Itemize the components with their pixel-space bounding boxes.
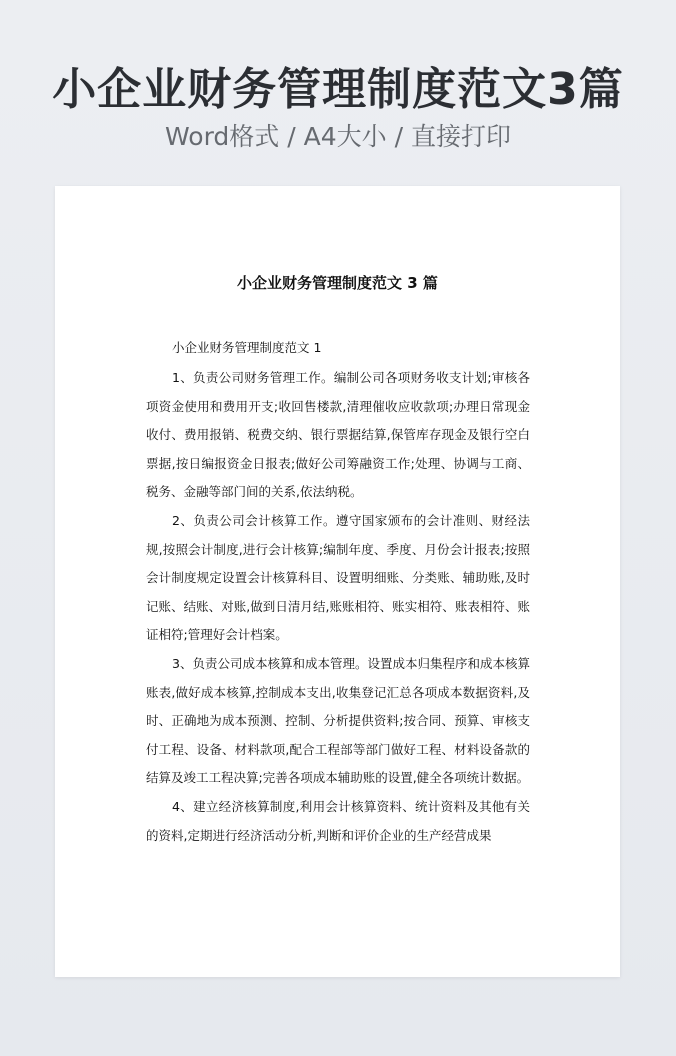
- document-page: [55, 186, 620, 977]
- banner-subtitle: Word格式 / A4大小 / 直接打印: [165, 122, 511, 151]
- paragraph-2: 2、负责公司会计核算工作。遵守国家颁布的会计准则、财经法规,按照会计制度,进行会计核算;编制年度、季度、月份会计报表;按照会计制度规定设置会计核算科目、设置明细账、分类账、辅助账,及时记账、结账、对账,做到日清月结,账账相符、账实相符、账表相符、账证相符;管理好会计档案。: [146, 512, 530, 643]
- document-title: 小企业财务管理制度范文 3 篇: [237, 274, 438, 292]
- document-body: [146, 364, 530, 850]
- banner-title: 小企业财务管理制度范文3篇: [52, 64, 624, 115]
- paragraph-1: 1、负责公司财务管理工作。编制公司各项财务收支计划;审核各项资金使用和费用开支;收回售楼款,清理催收应收款项;办理日常现金收付、费用报销、税费交纳、银行票据结算,保管库存现金及银行空白票据,按日编报资金日报表;做好公司筹融资工作;处理、协调与工商、税务、金融等部门间的关系,依法纳税。: [146, 370, 530, 500]
- paragraph-3: 3、负责公司成本核算和成本管理。设置成本归集程序和成本核算账表,做好成本核算,控制成本支出,收集登记汇总各项成本数据资料,及时、正确地为成本预测、控制、分析提供资料;按合同、预算、审核支付工程、设备、材料款项,配合工程部等部门做好工程、材料设备款的结算及竣工工程决算;完善各项成本辅助账的设置,健全各项统计数据。: [146, 655, 530, 786]
- paragraph-4: 4、建立经济核算制度,利用会计核算资料、统计资料及其他有关的资料,定期进行经济活动分析,判断和评价企业的生产经营成果: [146, 798, 530, 843]
- document-subheading: 小企业财务管理制度范文 1: [172, 340, 322, 355]
